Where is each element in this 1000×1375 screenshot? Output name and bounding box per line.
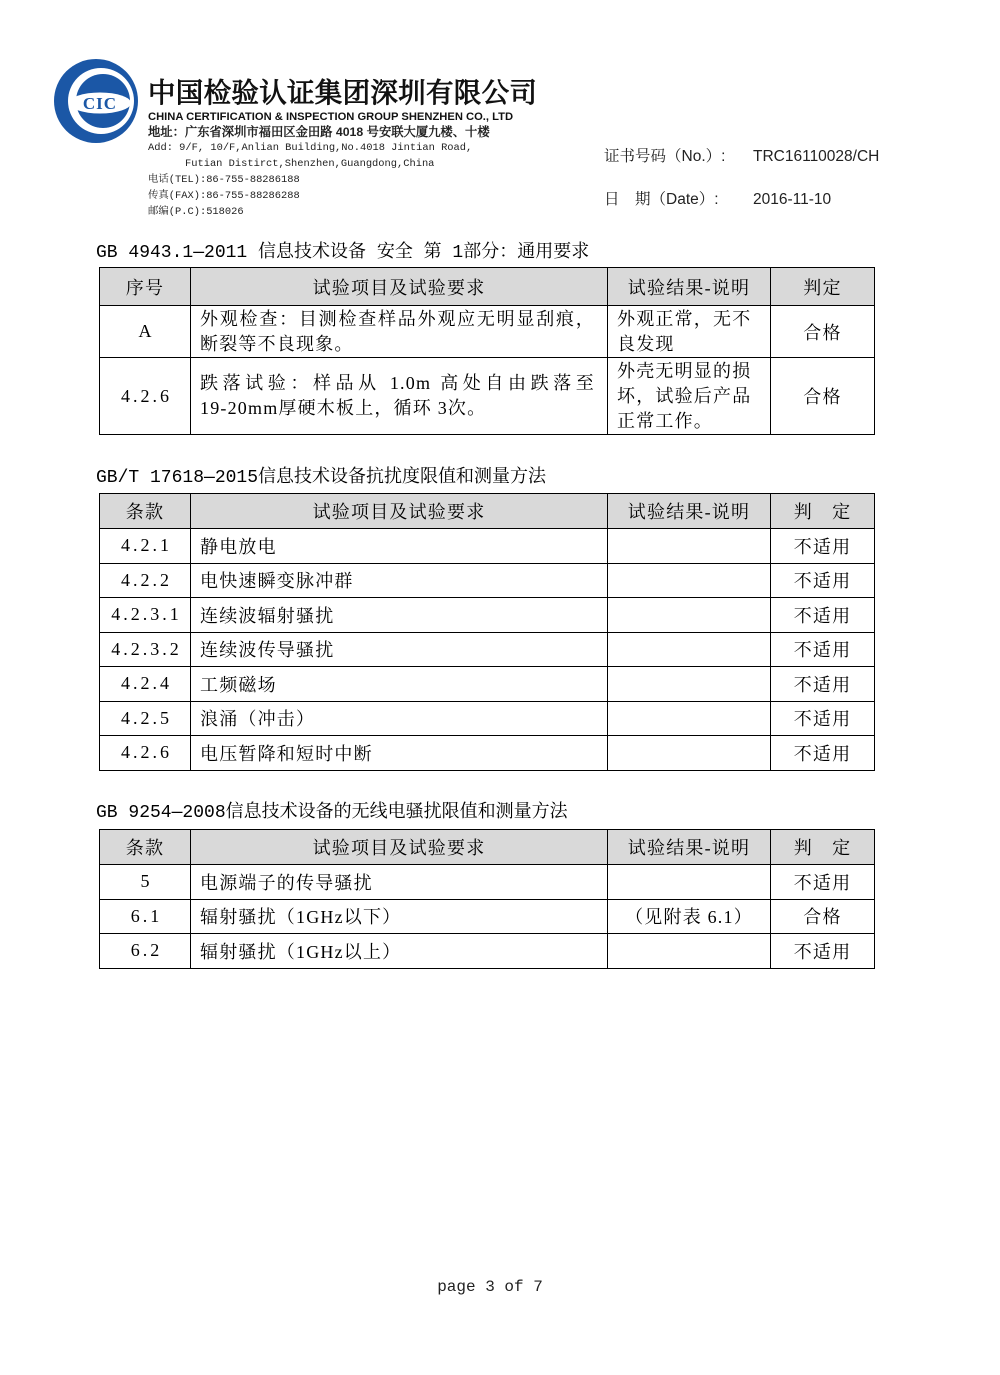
clause-cell: A <box>100 306 191 358</box>
verdict-cell: 不适用 <box>771 934 875 969</box>
table-row <box>100 667 875 702</box>
logo-text: CIC <box>82 94 118 113</box>
result-cell <box>608 865 771 900</box>
item-line: 19-20mm厚硬木板上，循环 3次。 <box>200 398 487 418</box>
verdict-cell: 不适用 <box>771 529 875 564</box>
header-cell-result: 试验结果-说明 <box>608 830 771 865</box>
result-line: 良发现 <box>617 333 675 354</box>
table-body <box>100 268 875 435</box>
header-cell-verdict: 判 定 <box>771 830 875 865</box>
table-header-row <box>100 494 875 529</box>
table-row <box>100 306 875 358</box>
table-row <box>100 934 875 969</box>
address-en-line1: Add: 9/F, 10/F,Anlian Building,No.4018 Jintian Road, <box>148 142 473 154</box>
verdict-cell: 不适用 <box>771 598 875 633</box>
table-row <box>100 736 875 771</box>
clause-cell: 4.2.2 <box>100 563 191 598</box>
verdict-cell: 不适用 <box>771 701 875 736</box>
item-cell: 电快速瞬变脉冲群 <box>191 563 608 598</box>
address-en-line2: Futian Distirct,Shenzhen,Guangdong,China <box>185 158 435 170</box>
results-table <box>99 829 875 969</box>
item-cell <box>191 306 608 358</box>
verdict-cell: 合格 <box>771 358 875 435</box>
date-label: 日 期（Date）: <box>604 191 719 208</box>
header-cell-item: 试验项目及试验要求 <box>191 494 608 529</box>
table-header-row <box>100 830 875 865</box>
table-row <box>100 701 875 736</box>
cic-logo-emblem <box>53 58 139 144</box>
verdict-cell: 不适用 <box>771 563 875 598</box>
item-cell: 浪涌（冲击） <box>191 701 608 736</box>
header-cell-verdict: 判 定 <box>771 494 875 529</box>
cic-logo <box>53 58 139 144</box>
result-cell <box>608 529 771 564</box>
page-number: page 3 of 7 <box>437 1278 543 1296</box>
date-value: 2016-11-10 <box>753 191 832 208</box>
company-name-cn: 中国检验认证集团深圳有限公司 <box>148 77 538 109</box>
result-cell <box>608 598 771 633</box>
result-line: 外壳无明显的损 <box>617 360 752 381</box>
telephone: 电话(TEL):86-755-88286188 <box>148 174 300 186</box>
item-cell: 静电放电 <box>191 529 608 564</box>
item-cell: 工频磁场 <box>191 667 608 702</box>
header-cell-verdict: 判定 <box>771 268 875 306</box>
verdict-cell: 不适用 <box>771 632 875 667</box>
clause-cell: 4.2.3.2 <box>100 632 191 667</box>
verdict-cell: 合格 <box>771 899 875 934</box>
table-header-row <box>100 268 875 306</box>
fax: 传真(FAX):86-755-88286288 <box>148 190 300 202</box>
result-cell <box>608 563 771 598</box>
header-cell-clause: 条款 <box>100 830 191 865</box>
result-line: 正常工作。 <box>617 410 713 431</box>
header-cell-item: 试验项目及试验要求 <box>191 830 608 865</box>
table-body <box>100 494 875 771</box>
result-cell <box>608 632 771 667</box>
section-title: GB 4943.1—2011 信息技术设备 安全 第 1部分：通用要求 <box>96 243 590 263</box>
clause-cell: 6.1 <box>100 899 191 934</box>
clause-cell: 4.2.5 <box>100 701 191 736</box>
item-cell: 辐射骚扰（1GHz以上） <box>191 934 608 969</box>
result-cell <box>608 306 771 358</box>
item-cell: 电压暂降和短时中断 <box>191 736 608 771</box>
clause-cell: 4.2.1 <box>100 529 191 564</box>
address-cn: 地址：广东省深圳市福田区金田路 4018 号安联大厦九楼、十楼 <box>148 125 490 139</box>
item-cell <box>191 358 608 435</box>
result-cell <box>608 667 771 702</box>
verdict-cell: 不适用 <box>771 865 875 900</box>
item-cell: 连续波辐射骚扰 <box>191 598 608 633</box>
certificate-number: TRC16110028/CH <box>753 148 880 165</box>
result-cell <box>608 358 771 435</box>
table-row <box>100 563 875 598</box>
verdict-cell: 合格 <box>771 306 875 358</box>
clause-cell: 4.2.4 <box>100 667 191 702</box>
header-cell-clause: 条款 <box>100 494 191 529</box>
results-table <box>99 493 875 771</box>
item-line: 跌落试验：样品从 1.0m 高处自由跌落至 <box>200 373 595 393</box>
table-row <box>100 865 875 900</box>
header-cell-item: 试验项目及试验要求 <box>191 268 608 306</box>
section-title: GB/T 17618—2015信息技术设备抗扰度限值和测量方法 <box>96 468 547 488</box>
item-line: 断裂等不良现象。 <box>200 333 354 354</box>
clause-cell: 6.2 <box>100 934 191 969</box>
result-line: 外观正常，无不 <box>617 308 752 329</box>
verdict-cell: 不适用 <box>771 667 875 702</box>
header-cell-clause: 序号 <box>100 268 191 306</box>
result-cell <box>608 934 771 969</box>
clause-cell: 4.2.3.1 <box>100 598 191 633</box>
header-cell-result: 试验结果-说明 <box>608 494 771 529</box>
table-row <box>100 899 875 934</box>
item-cell: 电源端子的传导骚扰 <box>191 865 608 900</box>
table-row <box>100 598 875 633</box>
table-body <box>100 830 875 969</box>
clause-cell: 4.2.6 <box>100 736 191 771</box>
result-cell <box>608 701 771 736</box>
section-title: GB 9254—2008信息技术设备的无线电骚扰限值和测量方法 <box>96 803 568 823</box>
clause-cell: 5 <box>100 865 191 900</box>
verdict-cell: 不适用 <box>771 736 875 771</box>
result-line: 坏，试验后产品 <box>617 385 752 406</box>
results-table <box>99 267 875 435</box>
header-cell-result: 试验结果-说明 <box>608 268 771 306</box>
certificate-number-label: 证书号码（No.）: <box>604 148 726 165</box>
table-row <box>100 632 875 667</box>
item-cell: 辐射骚扰（1GHz以下） <box>191 899 608 934</box>
item-cell: 连续波传导骚扰 <box>191 632 608 667</box>
table-row <box>100 529 875 564</box>
item-line: 外观检查：目测检查样品外观应无明显刮痕， <box>200 308 595 329</box>
table-row <box>100 358 875 435</box>
result-cell: （见附表 6.1） <box>608 899 771 934</box>
company-name-en: CHINA CERTIFICATION & INSPECTION GROUP SHENZHEN CO., LTD <box>148 111 514 123</box>
postcode: 邮编(P.C):518026 <box>148 206 244 218</box>
result-cell <box>608 736 771 771</box>
clause-cell: 4.2.6 <box>100 358 191 435</box>
